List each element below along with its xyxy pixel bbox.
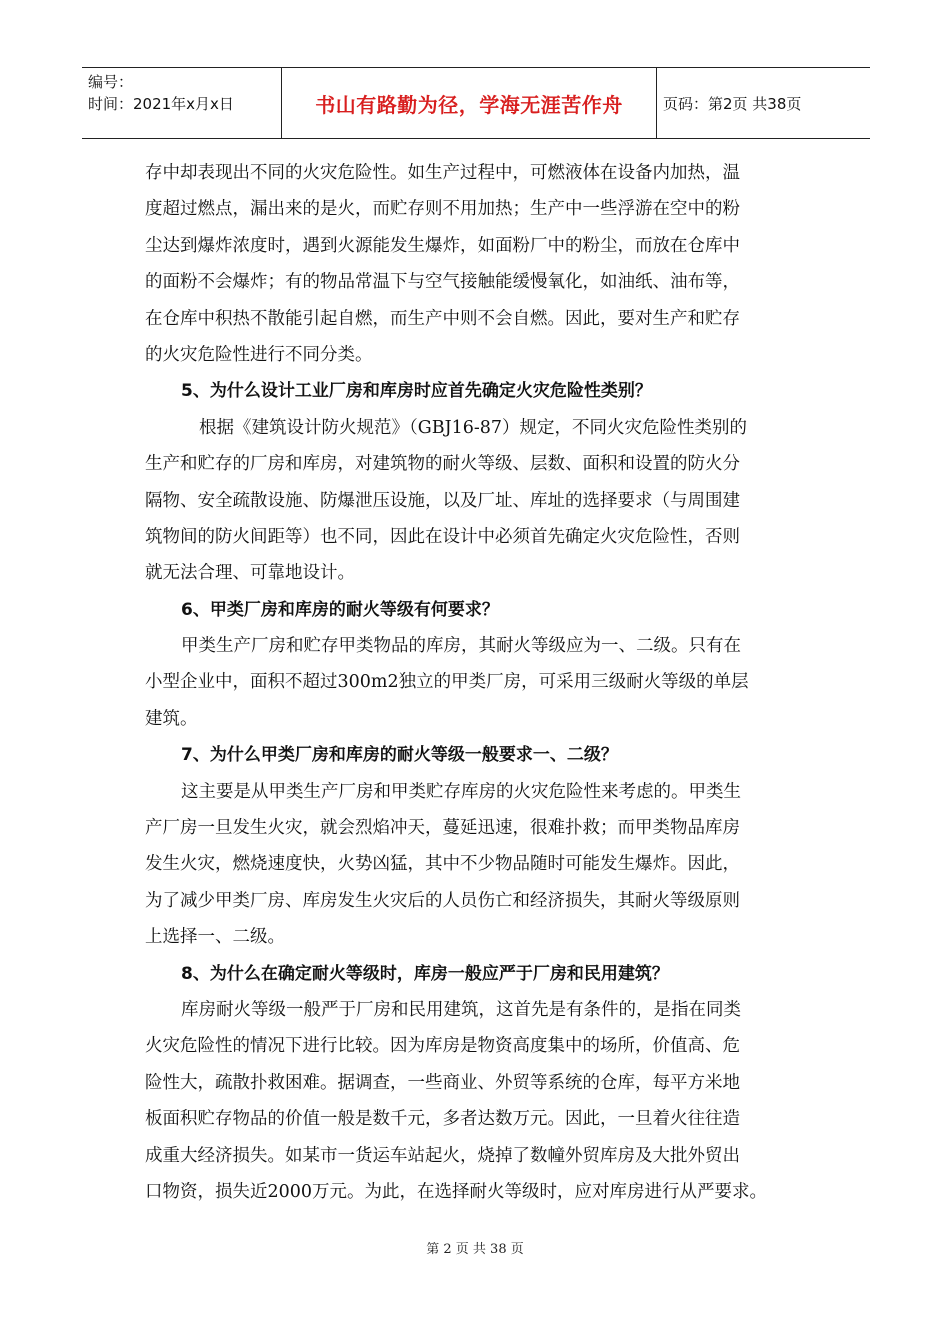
body-text-line: 为了减少甲类厂房、库房发生火灾后的人员伤亡和经济损失，其耐火等级原则 [145, 890, 740, 911]
body-text-line: 度超过燃点，漏出来的是火，而贮存则不用加热；生产中一些浮游在空中的粉 [145, 199, 740, 220]
question-heading: 8、为什么在确定耐火等级时，库房一般应严于厂房和民用建筑？ [181, 963, 669, 984]
date-label: 时间：2021年x月x日 [88, 95, 234, 113]
body-text-line: 板面积贮存物品的价值一般是数千元，多者达数万元。因此，一旦着火往往造 [145, 1109, 740, 1130]
body-text-line: 根据《建筑设计防火规范》（GBJ16-87）规定，不同火灾危险性类别的 [199, 417, 748, 438]
header-page-info-cell [657, 68, 870, 138]
body-text-line: 就无法合理、可靠地设计。 [145, 563, 355, 584]
question-heading: 7、为什么甲类厂房和库房的耐火等级一般要求一、二级？ [181, 745, 618, 766]
body-text-line: 建筑。 [145, 708, 198, 729]
page-info: 页码：第2页 共38页 [663, 94, 802, 113]
body-text-line: 甲类生产厂房和贮存甲类物品的库房，其耐火等级应为一、二级。只有在 [181, 636, 741, 657]
body-text-line: 产厂房一旦发生火灾，就会烈焰冲天，蔓延迅速，很难扑救；而甲类物品库房 [145, 818, 740, 839]
body-text-line: 发生火灾，燃烧速度快，火势凶猛，其中不少物品随时可能发生爆炸。因此， [145, 854, 740, 875]
body-text-line: 这主要是从甲类生产厂房和甲类贮存库房的火灾危险性来考虑的。甲类生 [181, 781, 741, 802]
body-text-line: 生产和贮存的厂房和库房，对建筑物的耐火等级、层数、面积和设置的防火分 [145, 454, 740, 475]
body-text-line: 口物资，损失近2000万元。为此，在选择耐火等级时，应对库房进行从严要求。 [145, 1181, 768, 1202]
document-body [145, 155, 810, 1210]
body-text-line: 上选择一、二级。 [145, 927, 285, 948]
question-heading: 6、甲类厂房和库房的耐火等级有何要求？ [181, 599, 499, 620]
body-text-line: 尘达到爆炸浓度时，遇到火源能发生爆炸，如面粉厂中的粉尘，而放在仓库中 [145, 235, 740, 256]
motto-text: 书山有路勤为径，学海无涯苦作舟 [315, 92, 623, 117]
body-text-line: 存中却表现出不同的火灾危险性。如生产过程中，可燃液体在设备内加热，温 [145, 163, 740, 183]
page-header [82, 67, 870, 139]
number-label: 编号： [88, 73, 134, 91]
body-text-line: 的火灾危险性进行不同分类。 [145, 344, 373, 365]
body-text-line: 筑物间的防火间距等）也不同，因此在设计中必须首先确定火灾危险性，否则 [145, 526, 740, 547]
body-text-line: 库房耐火等级一般严于厂房和民用建筑，这首先是有条件的，是指在同类 [181, 999, 741, 1020]
header-meta [82, 68, 282, 138]
body-text-line: 隔物、安全疏散设施、防爆泄压设施，以及厂址、库址的选择要求（与周围建 [145, 490, 740, 511]
body-text-line: 小型企业中，面积不超过300m2独立的甲类厂房，可采用三级耐火等级的单层 [145, 672, 749, 693]
page-footer: 第 2 页 共 38 页 [426, 1242, 524, 1257]
question-heading: 5、为什么设计工业厂房和库房时应首先确定火灾危险性类别？ [181, 381, 652, 402]
body-text-line: 的面粉不会爆炸；有的物品常温下与空气接触能缓慢氧化，如油纸、油布等， [145, 272, 740, 293]
body-text-line: 成重大经济损失。如某市一货运车站起火，烧掉了数幢外贸库房及大批外贸出 [145, 1145, 740, 1166]
body-text-line: 火灾危险性的情况下进行比较。因为库房是物资高度集中的场所，价值高、危 [145, 1036, 740, 1057]
header-motto-cell [282, 68, 657, 138]
body-text-line: 险性大，疏散扑救困难。据调查，一些商业、外贸等系统的仓库，每平方米地 [145, 1072, 740, 1093]
body-text-line: 在仓库中积热不散能引起自燃，而生产中则不会自燃。因此，要对生产和贮存 [145, 308, 740, 329]
